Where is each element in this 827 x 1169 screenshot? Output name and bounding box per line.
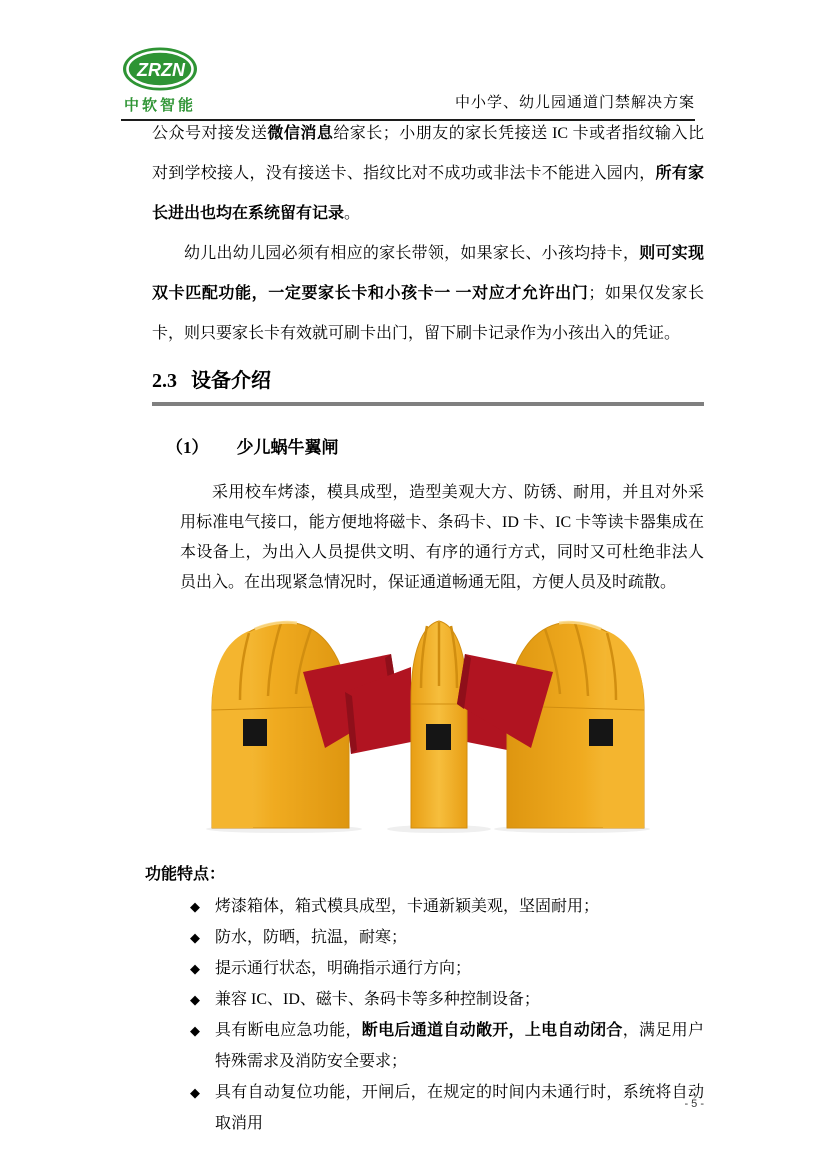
bold-run: 所有家长进出也均在系统留有记录 (152, 165, 704, 222)
section-title: 设备介绍 (191, 370, 271, 392)
diamond-bullet-icon: ◆ (190, 899, 200, 914)
product-photo (152, 612, 704, 841)
intro-paragraph-1 (152, 114, 704, 234)
logo-ellipse-icon (121, 46, 199, 93)
text-run: 给家长；小朋友的家长凭接送 IC 卡或者指纹输入比对到学校接人，没有接送卡、指纹比对不成功或非法卡不能进入园内， (152, 125, 704, 182)
text-run: 。 (344, 205, 361, 222)
wing-gate-illustration (199, 612, 657, 836)
device-heading-title: 少儿蜗牛翼闸 (236, 438, 339, 457)
device-description: 采用校车烤漆，模具成型，造型美观大方、防锈、耐用，并且对外采用标准电气接口，能方便地将磁卡、条码卡、ID 卡、IC 卡等读卡器集成在本设备上，为出入人员提供文明、有序的通行方式，同时又可杜绝非法人员出入。在出现紧急情况时，保证通道畅通无阻，方便人员及时疏散。 (180, 484, 704, 591)
diamond-bullet-icon: ◆ (190, 1023, 200, 1038)
section-heading (152, 364, 704, 393)
feature-item (190, 891, 704, 922)
intro-paragraph-2 (152, 234, 704, 354)
feature-item (190, 984, 704, 1015)
feature-text: 提示通行状态，明确指示通行方向； (215, 960, 472, 977)
bold-run: 断电后通道自动敞开，上电自动闭合 (361, 1022, 623, 1039)
bold-run: 则可实现双卡匹配功能，一定要家长卡和小孩卡一 一对应才允许出门 (152, 245, 704, 302)
text-run: 公众号对接发送 (152, 125, 268, 142)
text-run: ，满足用户特殊需求及消防安全要求； (215, 1022, 704, 1070)
diamond-bullet-icon: ◆ (190, 992, 200, 1007)
logo-abbr: ZRZN (137, 60, 185, 80)
text-run: 幼儿出幼儿园必须有相应的家长带领，如果家长、小孩均持卡， (184, 245, 640, 262)
device-heading-number: （1） (166, 438, 209, 457)
diamond-bullet-icon: ◆ (190, 961, 200, 976)
feature-item (190, 1015, 704, 1077)
page-content (145, 114, 704, 1139)
company-logo (121, 46, 199, 115)
diamond-bullet-icon: ◆ (190, 1085, 200, 1100)
section-number: 2.3 (152, 370, 177, 392)
feature-text: 具有自动复位功能，开闸后，在规定的时间内未通行时，系统将自动取消用 (215, 1084, 704, 1132)
feature-text: 兼容 IC、ID、磁卡、条码卡等多种控制设备； (215, 991, 540, 1008)
feature-item (190, 922, 704, 953)
page-number: - 5 - (684, 1098, 704, 1110)
text-run: ；如果仅发家长卡，则只要家长卡有效就可刷卡出门，留下刷卡记录作为小孩出入的凭证。 (152, 285, 704, 342)
page-header (121, 46, 695, 121)
bold-run: 微信消息 (267, 125, 334, 142)
feature-item (190, 953, 704, 984)
feature-text: 烤漆箱体，箱式模具成型，卡通新颖美观，坚固耐用； (215, 898, 600, 915)
section-divider (152, 402, 704, 406)
features-label: 功能特点： (145, 866, 226, 883)
feature-text (215, 1015, 704, 1077)
device-heading (152, 433, 704, 458)
diamond-bullet-icon: ◆ (190, 930, 200, 945)
logo-company-name: 中软智能 (123, 97, 196, 114)
document-title: 中小学、幼儿园通道门禁解决方案 (454, 95, 695, 111)
feature-text: 防水，防晒，抗温，耐寒； (215, 929, 408, 946)
text-run: 具有断电应急功能， (215, 1022, 362, 1039)
